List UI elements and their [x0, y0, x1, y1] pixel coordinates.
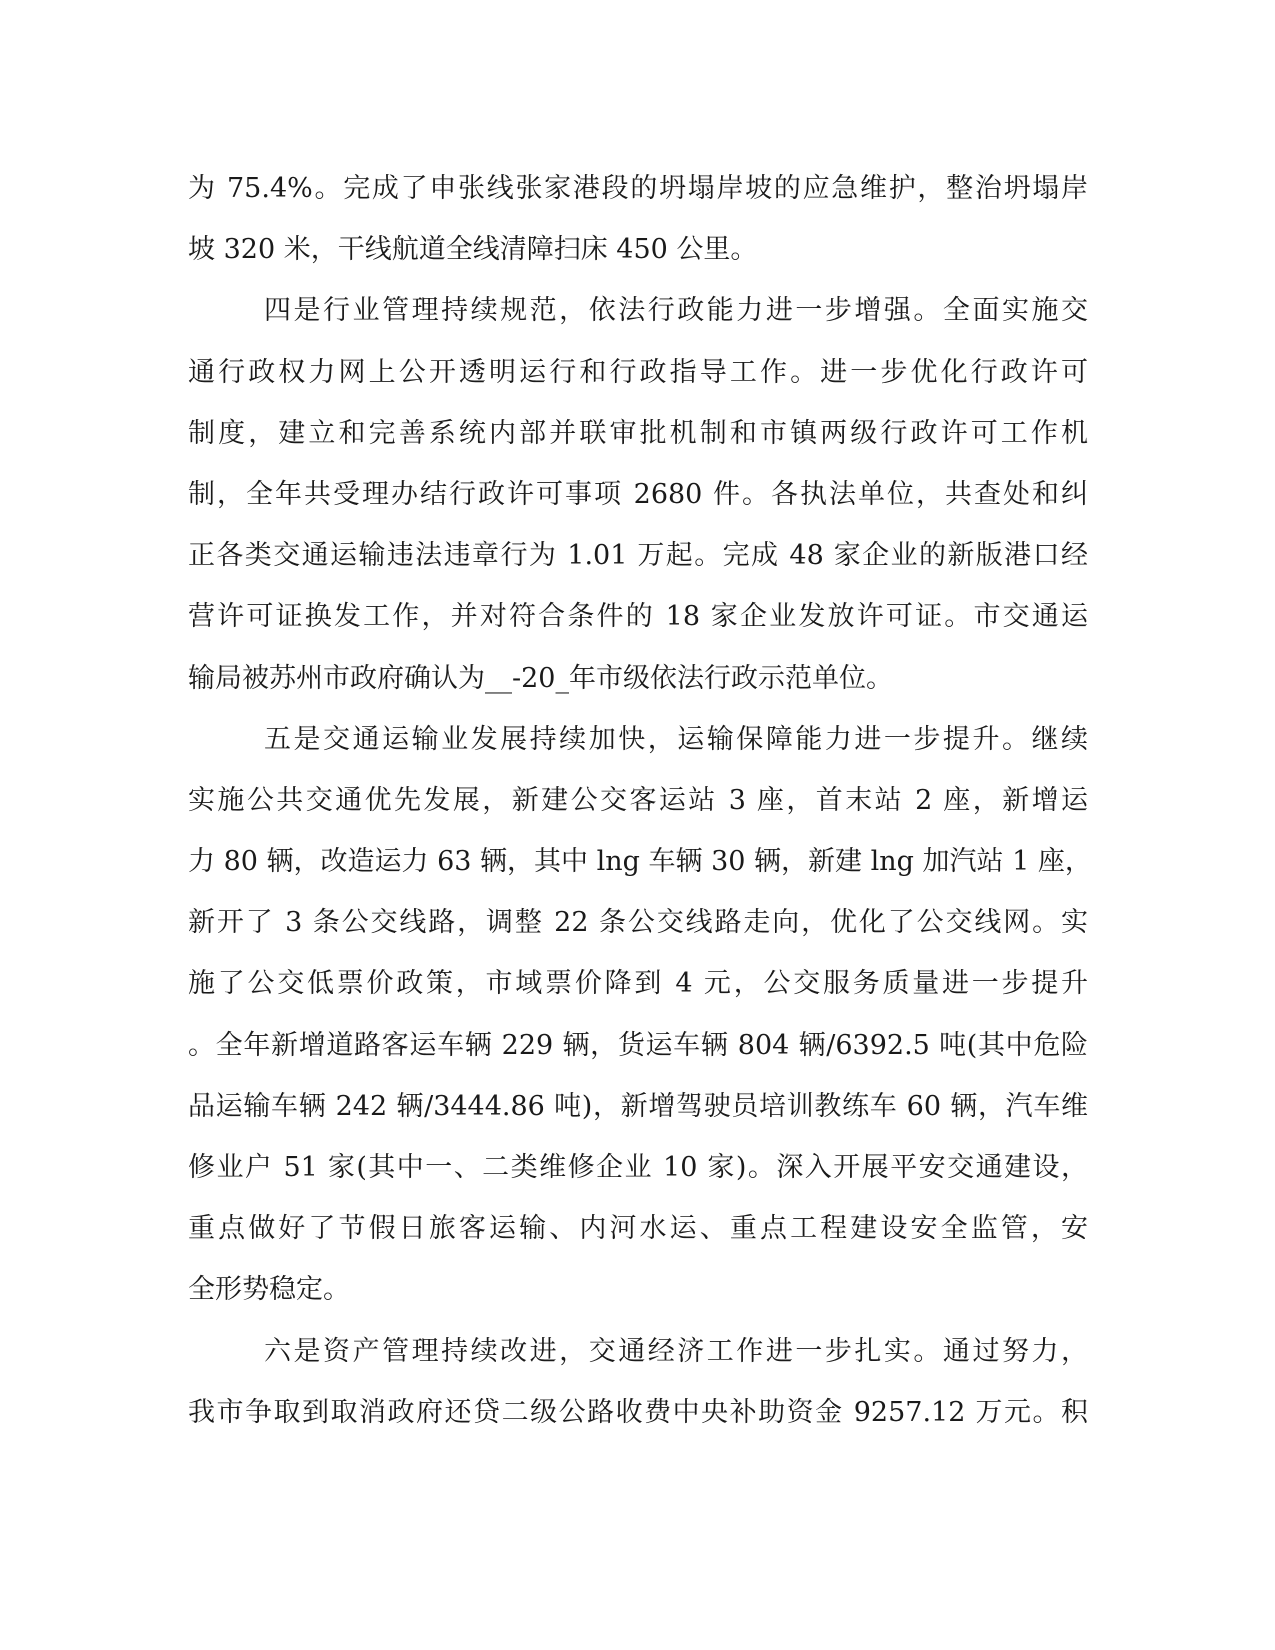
text-line: 制，全年共受理办结行政许可事项 2680 件。各执法单位，共查处和纠 [188, 478, 1088, 510]
text-line: 品运输车辆 242 辆/3444.86 吨)，新增驾驶员培训教练车 60 辆，汽车维 [188, 1090, 1088, 1122]
paragraph [188, 280, 1088, 708]
paragraph [188, 709, 1092, 1321]
text-line: 四是行业管理持续规范，依法行政能力进一步增强。全面实施交 [264, 295, 1088, 327]
text-line: 施了公交低票价政策，市域票价降到 4 元，公交服务质量进一步提升 [188, 968, 1088, 1000]
paragraph [188, 1321, 1088, 1443]
text-line: 制度，建立和完善系统内部并联审批机制和市镇两级行政许可工作机 [188, 417, 1088, 449]
text-line: 输局被苏州市政府确认为__-20_年市级依法行政示范单位。 [188, 662, 893, 694]
text-line: 通行政权力网上公开透明运行和行政指导工作。进一步优化行政许可 [188, 356, 1088, 388]
text-line: 五是交通运输业发展持续加快，运输保障能力进一步提升。继续 [264, 723, 1088, 755]
text-line: 重点做好了节假日旅客运输、内河水运、重点工程建设安全监管，安 [188, 1213, 1088, 1245]
body-text [188, 158, 1092, 1443]
text-line: 实施公共交通优先发展，新建公交客运站 3 座，首末站 2 座，新增运 [188, 784, 1088, 816]
text-line: 营许可证换发工作，并对符合条件的 18 家企业发放许可证。市交通运 [188, 601, 1088, 633]
text-line: 正各类交通运输违法违章行为 1.01 万起。完成 48 家企业的新版港口经 [188, 540, 1088, 572]
text-line: 修业户 51 家(其中一、二类维修企业 10 家)。深入开展平安交通建设， [188, 1152, 1088, 1183]
text-line: 坡 320 米，干线航道全线清障扫床 450 公里。 [188, 234, 758, 266]
text-line: 六是资产管理持续改进，交通经济工作进一步扎实。通过努力， [264, 1335, 1088, 1367]
text-line: 为 75.4%。完成了申张线张家港段的坍塌岸坡的应急维护，整治坍塌岸 [188, 173, 1088, 204]
text-line: 我市争取到取消政府还贷二级公路收费中央补助资金 9257.12 万元。积 [188, 1396, 1088, 1428]
text-line: 。全年新增道路客运车辆 229 辆，货运车辆 804 辆/6392.5 吨(其中危险 [188, 1029, 1088, 1061]
paragraph [188, 158, 1088, 280]
text-line: 新开了 3 条公交线路，调整 22 条公交线路走向，优化了公交线网。实 [188, 907, 1088, 939]
text-line: 全形势稳定。 [188, 1274, 350, 1306]
text-line: 力 80 辆，改造运力 63 辆，其中 lng 车辆 30 辆，新建 lng 加汽站 1 座， [188, 846, 1092, 878]
